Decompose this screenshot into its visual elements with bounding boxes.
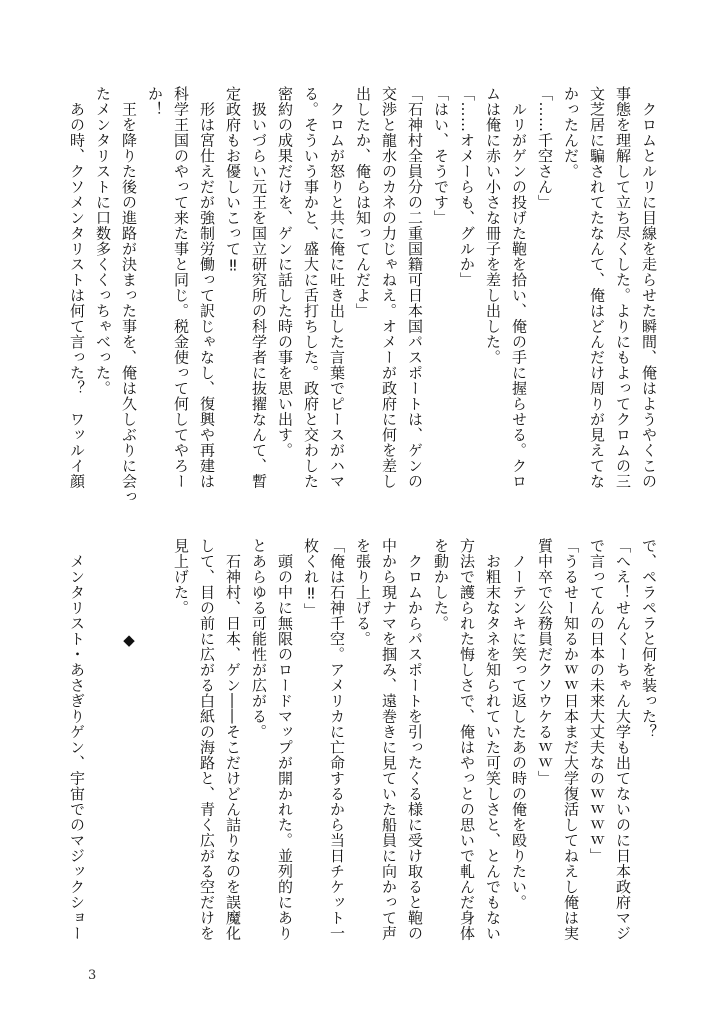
text-line: ルリがゲンの投げた鞄を拾い、俺の手に握らせる。クロ (510, 86, 528, 489)
text-line: る。そういう事かと、盛大に舌打ちした。政府と交わした (302, 86, 320, 489)
blank-line (142, 538, 168, 948)
text-line: 出したか、俺らは知ってんだよ」 (354, 86, 372, 319)
text-line: クロムからパスポートを引ったくる様に受け取ると鞄の (406, 538, 424, 941)
text-line: ノーテンキに笑って返したあの時の俺を殴りたい。 (510, 538, 528, 910)
text-line: か！ (146, 86, 164, 117)
text-line: 枚くれ‼」 (302, 538, 320, 619)
text-line: 交渉と龍水のカネの力じゃねえ。オメーが政府に何を差し (380, 86, 398, 489)
text-line: 文芝居に騙されてたなんて、俺はどんだけ周りが見えてな (588, 86, 606, 489)
page-number: 3 (88, 968, 97, 983)
text-line: 質中卒で公務員だクソウケるｗｗ」 (536, 538, 554, 786)
text-line: を張り上げる。 (354, 538, 372, 647)
text-line: を動かした。 (432, 538, 450, 631)
text-line: 方法で護られた悔しさで、俺はやっとの思いで軋んだ身体 (458, 538, 476, 941)
text-line: で、ペラペラと何を装った？ (640, 538, 658, 740)
text-line: して、目の前に広がる白紙の海路と、青く広がる空だけを (198, 538, 216, 941)
text-line: 見上げた。 (172, 538, 190, 616)
text-block-upper (64, 86, 662, 505)
text-line: 科学王国のやって来た事と同じ。税金使って何してやろー (172, 86, 190, 489)
text-line: あの時、クソメンタリストは何て言った？ ワッルイ顔 (68, 86, 86, 489)
text-line: 「……千空さん」 (536, 86, 554, 210)
text-line: たメンタリストに口数多くくっちゃべった。 (94, 86, 112, 396)
text-line: 「うるせー知るかｗｗ日本まだ大学復活してねえし俺は実 (562, 538, 580, 941)
text-line: 「へえ！せんくーちゃん大学も出てないのに日本政府マジ (614, 538, 632, 941)
text-line: 石神村、日本、ゲン――そこだけどん詰りなのを誤魔化 (224, 538, 242, 941)
text-line: お粗末なタネを知られていた可笑しさと、とんでもない (484, 538, 502, 941)
section-break-diamond: ◆ (120, 538, 138, 650)
text-line: かったんだ。 (562, 86, 580, 179)
text-line: クロムが怒りと共に俺に吐き出した言葉でピースがハマ (328, 86, 346, 489)
text-line: 定政府もお優しいこって‼ (224, 86, 242, 275)
text-line: 形は宮仕えだが強制労働って訳じゃなし、復興や再建は (198, 86, 216, 489)
text-line: メンタリスト・あさぎりゲン、宇宙でのマジックショー (68, 538, 86, 941)
text-line: 「はい、そうです」 (432, 86, 450, 226)
text-line: 王を降りた後の進路が決まった事を、俺は久しぶりに会っ (120, 86, 138, 505)
text-line: 密約の成果だけを、ゲンに話した時の事を思い出す。 (276, 86, 294, 458)
text-line: 「俺は石神千空。アメリカに亡命するから当日チケット一 (328, 538, 346, 941)
text-line: 「……オメーらも、グルか」 (458, 86, 476, 288)
text-line: ムは俺に赤い小さな冊子を差し出した。 (484, 86, 502, 365)
text-line: 扱いづらい元王を国立研究所の科学者に抜擢なんて、暫 (250, 86, 268, 489)
text-line: 事態を理解して立ち尽くした。よりにもよってクロムの三 (614, 86, 632, 489)
text-line: 「石神村全員分の二重国籍可日本国パスポートは、ゲンの (406, 86, 424, 489)
blank-line (90, 538, 116, 948)
text-line: 頭の中に無限のロードマップが開かれた。並列的にあり (276, 538, 294, 941)
text-block-lower (64, 538, 662, 948)
text-line: で言ってんの日本の未来大丈夫なのｗｗｗｗ」 (588, 538, 606, 864)
text-line: とあらゆる可能性が広がる。 (250, 538, 268, 740)
text-line: 中から現ナマを掴み、遠巻きに見ていた船員に向かって声 (380, 538, 398, 941)
text-line: クロムとルリに目線を走らせた瞬間、俺はようやくこの (640, 86, 658, 489)
